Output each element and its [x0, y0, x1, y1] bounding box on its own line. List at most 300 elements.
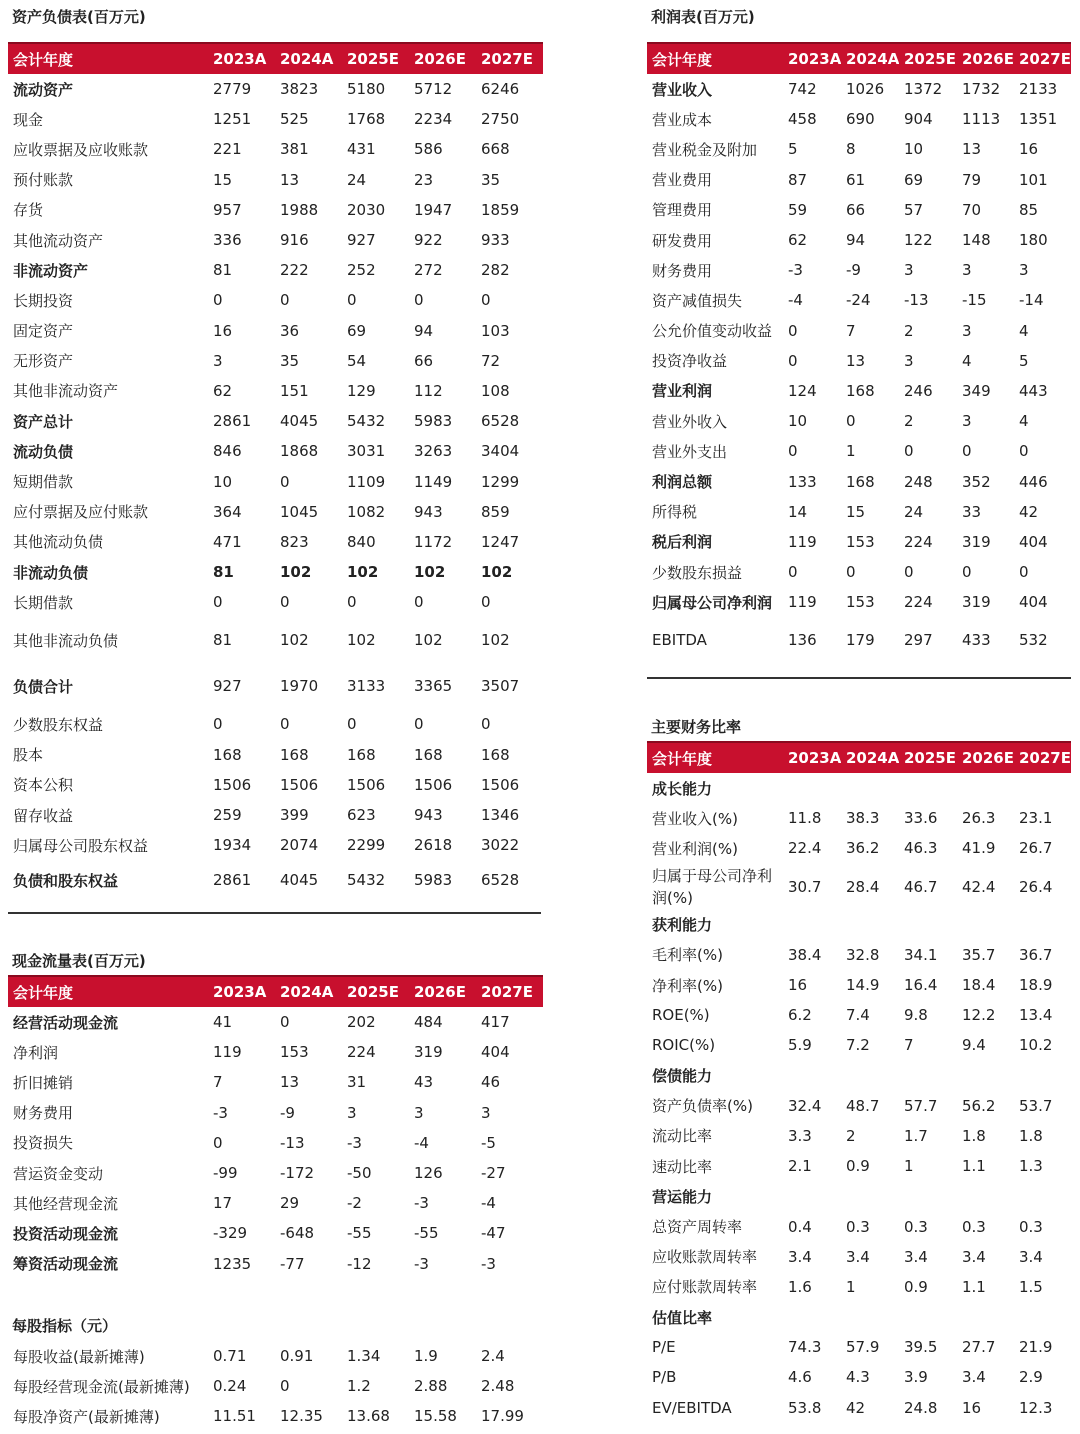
row-value: 15.58 — [414, 1407, 457, 1426]
row-value: 4.6 — [788, 1368, 812, 1387]
header-row — [647, 742, 1071, 773]
header-cell-year: 2027E — [476, 43, 543, 74]
row-value: 119 — [788, 593, 817, 612]
row-value: 916 — [280, 231, 309, 250]
row-value: 13 — [846, 351, 866, 370]
row-value: 46.3 — [904, 839, 938, 858]
table-row — [647, 587, 1071, 617]
table-row — [8, 740, 543, 770]
row-label: 财务费用 — [13, 1104, 74, 1123]
row-value: 943 — [414, 806, 443, 825]
row-value: 3 — [962, 412, 972, 431]
row-value: 2618 — [414, 836, 453, 855]
table-row — [647, 165, 1071, 195]
row-value: 102 — [414, 563, 446, 582]
row-value: 1506 — [481, 775, 520, 794]
row-value: 124 — [788, 381, 817, 400]
row-value: 1113 — [962, 110, 1001, 129]
row-label: P/E — [652, 1338, 676, 1357]
row-value: 4.3 — [846, 1368, 870, 1387]
row-value: 823 — [280, 532, 309, 551]
row-value: 0 — [213, 291, 223, 310]
cash-flow-table — [8, 975, 543, 1279]
row-value: 404 — [481, 1043, 510, 1062]
row-value: 3404 — [481, 442, 520, 461]
row-value: 126 — [414, 1164, 443, 1183]
row-value — [1014, 773, 1071, 803]
row-value: -13 — [904, 291, 929, 310]
row-value: 12.35 — [280, 1407, 323, 1426]
row-value: 11.51 — [213, 1407, 256, 1426]
row-value: 13.4 — [1019, 1006, 1053, 1025]
row-value: 1.2 — [347, 1377, 371, 1396]
row-value: 0.3 — [904, 1217, 928, 1236]
row-value: 168 — [213, 745, 242, 764]
row-value: 28.4 — [846, 877, 880, 896]
row-value — [899, 1181, 957, 1211]
table-row — [647, 1362, 1071, 1392]
header-row — [647, 43, 1071, 74]
row-value: 0 — [846, 563, 856, 582]
table-row — [647, 285, 1071, 315]
row-label: 利润总额 — [652, 473, 713, 492]
row-value: 94 — [846, 231, 866, 250]
header-cell-year: 2026E — [409, 976, 476, 1007]
row-label: 归属于母公司净利润(%) — [652, 866, 773, 907]
row-value: 10.2 — [1019, 1036, 1053, 1055]
row-value: -3 — [347, 1133, 362, 1152]
row-value: 0.3 — [1019, 1217, 1043, 1236]
row-value: 1 — [904, 1157, 914, 1176]
row-value: -50 — [347, 1164, 372, 1183]
row-value — [783, 1302, 841, 1332]
header-cell-year: 2027E — [1014, 742, 1071, 773]
row-value: 81 — [213, 563, 234, 582]
row-value: 6528 — [481, 871, 520, 890]
row-value: 53.7 — [1019, 1096, 1053, 1115]
per-share-table — [8, 1341, 543, 1432]
row-value: 0 — [481, 291, 491, 310]
row-value: 70 — [962, 200, 982, 219]
header-cell-year: 2023A — [783, 43, 841, 74]
row-value: 1768 — [347, 110, 386, 129]
row-value: 3.9 — [904, 1368, 928, 1387]
table-row — [647, 1332, 1071, 1362]
header-cell-year: 2026E — [957, 43, 1014, 74]
row-value: 840 — [347, 532, 376, 551]
row-value: -13 — [280, 1133, 305, 1152]
row-value: 8 — [846, 140, 856, 159]
row-value: -172 — [280, 1164, 315, 1183]
table-row — [8, 225, 543, 255]
row-value: 1.8 — [1019, 1126, 1043, 1145]
row-value: 927 — [347, 231, 376, 250]
row-value — [957, 773, 1014, 803]
row-value: 34.1 — [904, 945, 938, 964]
row-label: 资本公积 — [13, 776, 74, 795]
row-value: 0.24 — [213, 1377, 247, 1396]
row-value: -9 — [846, 261, 861, 280]
row-value: 1 — [846, 442, 856, 461]
header-cell-year: 2024A — [841, 742, 899, 773]
row-value: 471 — [213, 532, 242, 551]
row-value: -4 — [481, 1194, 496, 1213]
row-value: 102 — [481, 631, 510, 650]
row-value: -47 — [481, 1224, 506, 1243]
row-value: -9 — [280, 1103, 295, 1122]
table-row — [647, 104, 1071, 134]
row-value: 3507 — [481, 677, 520, 696]
row-value: 5712 — [414, 80, 453, 99]
row-value: 1346 — [481, 806, 520, 825]
row-value: 11.8 — [788, 809, 822, 828]
row-value: -5 — [481, 1133, 496, 1152]
row-value: -3 — [481, 1254, 496, 1273]
row-value: 1506 — [347, 775, 386, 794]
row-value: 2133 — [1019, 80, 1058, 99]
table-row — [647, 195, 1071, 225]
row-value: 22.4 — [788, 839, 822, 858]
row-value: 7 — [213, 1073, 223, 1092]
table-row — [8, 1067, 543, 1097]
row-value: 859 — [481, 502, 510, 521]
row-value: 2.48 — [481, 1377, 515, 1396]
row-value: 742 — [788, 80, 817, 99]
row-value: 112 — [414, 381, 443, 400]
table-row — [647, 406, 1071, 436]
row-label: 固定资产 — [13, 322, 74, 341]
row-value: 5983 — [414, 412, 453, 431]
row-value: 904 — [904, 110, 933, 129]
row-label: EV/EBITDA — [652, 1398, 732, 1417]
row-value: 690 — [846, 110, 875, 129]
row-value: 87 — [788, 170, 808, 189]
row-value: 12.2 — [962, 1006, 996, 1025]
row-label: 负债合计 — [13, 677, 74, 696]
row-value: 26.3 — [962, 809, 996, 828]
row-value: 0 — [213, 593, 223, 612]
row-label: 预付账款 — [13, 171, 74, 190]
row-value: 3.3 — [788, 1126, 812, 1145]
row-value: 0.91 — [280, 1347, 314, 1366]
row-value: 33 — [962, 502, 982, 521]
row-label: 应付票据及应付账款 — [13, 503, 149, 522]
row-value: 3365 — [414, 677, 453, 696]
table-row — [8, 195, 543, 225]
row-value: 5 — [788, 140, 798, 159]
row-value: 3 — [962, 261, 972, 280]
row-value: 1970 — [280, 677, 319, 696]
row-value: -4 — [788, 291, 803, 310]
row-value: 3.4 — [1019, 1247, 1043, 1266]
row-label: 少数股东权益 — [13, 715, 104, 734]
row-value: 2 — [904, 321, 914, 340]
row-label: 估值比率 — [652, 1308, 713, 1327]
row-value — [957, 910, 1014, 940]
row-label: 其他非流动资产 — [13, 382, 119, 401]
row-value: 9.8 — [904, 1006, 928, 1025]
row-value: 7.2 — [846, 1036, 870, 1055]
row-value: 1235 — [213, 1254, 252, 1273]
row-value: 101 — [1019, 170, 1048, 189]
row-value: 5432 — [347, 412, 386, 431]
row-value: 1934 — [213, 836, 252, 855]
row-value: 2074 — [280, 836, 319, 855]
row-value: 57.9 — [846, 1338, 880, 1357]
table-row — [647, 1393, 1071, 1423]
row-value: 0 — [414, 291, 424, 310]
row-value: 297 — [904, 631, 933, 650]
row-value: 1.6 — [788, 1277, 812, 1296]
row-value: -12 — [347, 1254, 372, 1273]
table-row — [8, 709, 543, 739]
row-value: 10 — [213, 472, 233, 491]
row-value: 14.9 — [846, 976, 880, 995]
row-value: 0 — [414, 593, 424, 612]
row-value: 41 — [213, 1013, 233, 1032]
row-value: 16 — [1019, 140, 1039, 159]
row-label: 公允价值变动收益 — [652, 322, 773, 341]
row-value: 381 — [280, 140, 309, 159]
row-label: 毛利率(%) — [652, 946, 723, 965]
row-value: 3022 — [481, 836, 520, 855]
row-label: 非流动资产 — [13, 261, 89, 280]
row-value: 5.9 — [788, 1036, 812, 1055]
table-row — [8, 830, 543, 860]
row-value: 1506 — [280, 775, 319, 794]
row-label: 流动比率 — [652, 1127, 713, 1146]
row-value: 336 — [213, 231, 242, 250]
row-value — [899, 1302, 957, 1332]
row-value: 4 — [962, 351, 972, 370]
row-value: 5432 — [347, 871, 386, 890]
row-value: 36.2 — [846, 839, 880, 858]
row-label: 长期借款 — [13, 593, 74, 612]
table-row — [8, 770, 543, 800]
row-value: 32.4 — [788, 1096, 822, 1115]
table-row — [8, 1249, 543, 1279]
row-value: 3 — [414, 1103, 424, 1122]
row-value: -55 — [347, 1224, 372, 1243]
row-value: 417 — [481, 1013, 510, 1032]
row-value: 224 — [347, 1043, 376, 1062]
table-row — [647, 225, 1071, 255]
row-value: 66 — [846, 200, 866, 219]
row-value: -2 — [347, 1194, 362, 1213]
row-value: 248 — [904, 472, 933, 491]
table-row — [8, 1371, 543, 1401]
header-cell-year: 2026E — [957, 742, 1014, 773]
row-label: 筹资活动现金流 — [13, 1255, 119, 1274]
table-row — [647, 316, 1071, 346]
row-label: 归属母公司股东权益 — [13, 836, 149, 855]
row-value: 35 — [280, 351, 300, 370]
table-row — [8, 316, 543, 346]
row-value: 62 — [213, 381, 233, 400]
row-value: 30.7 — [788, 877, 822, 896]
row-value: 586 — [414, 140, 443, 159]
row-value: 927 — [213, 677, 242, 696]
row-value: 26.7 — [1019, 839, 1053, 858]
row-value: 57.7 — [904, 1096, 938, 1115]
row-label: 每股收益(最新摊薄) — [13, 1347, 145, 1366]
table-row — [647, 940, 1071, 970]
row-label: EBITDA — [652, 631, 707, 650]
row-value: 2.9 — [1019, 1368, 1043, 1387]
table-row — [8, 376, 543, 406]
row-label: 资产总计 — [13, 412, 74, 431]
row-label: 所得税 — [652, 503, 698, 522]
table-row — [8, 1188, 543, 1218]
row-value: 13 — [280, 170, 300, 189]
row-value: 0 — [788, 442, 798, 461]
row-value: 957 — [213, 200, 242, 219]
row-value: 431 — [347, 140, 376, 159]
row-value: 23.1 — [1019, 809, 1053, 828]
row-value: 6246 — [481, 80, 520, 99]
row-value: 319 — [962, 532, 991, 551]
income-statement-title: 利润表(百万元) — [651, 8, 755, 26]
row-label: 资产负债率(%) — [652, 1097, 753, 1116]
ratios-title: 主要财务比率 — [651, 718, 742, 736]
row-value: 103 — [481, 321, 510, 340]
header-cell-label: 会计年度 — [8, 43, 208, 74]
row-value: 1372 — [904, 80, 943, 99]
row-value: 933 — [481, 231, 510, 250]
row-value: 668 — [481, 140, 510, 159]
row-value: 0 — [481, 593, 491, 612]
table-row — [8, 74, 543, 104]
row-value: 0 — [788, 321, 798, 340]
row-value: 13 — [962, 140, 982, 159]
row-value: 151 — [280, 381, 309, 400]
row-value: 349 — [962, 381, 991, 400]
row-value: 224 — [904, 532, 933, 551]
row-value: 168 — [414, 745, 443, 764]
row-value: 943 — [414, 502, 443, 521]
row-value: -77 — [280, 1254, 305, 1273]
row-value: 3.4 — [962, 1247, 986, 1266]
header-cell-year: 2025E — [342, 43, 409, 74]
income-statement-bottom-rule — [647, 677, 1071, 679]
header-row — [8, 43, 543, 74]
table-row — [647, 134, 1071, 164]
row-value: 446 — [1019, 472, 1048, 491]
row-value: 1299 — [481, 472, 520, 491]
row-label: 每股经营现金流(最新摊薄) — [13, 1377, 190, 1396]
table-row — [647, 1302, 1071, 1332]
header-cell-year: 2023A — [208, 976, 275, 1007]
row-value: -3 — [213, 1103, 228, 1122]
row-value: 1506 — [414, 775, 453, 794]
row-value: 2.1 — [788, 1157, 812, 1176]
row-value: 6528 — [481, 412, 520, 431]
row-value: 168 — [846, 381, 875, 400]
row-value: -27 — [481, 1164, 506, 1183]
row-value: 33.6 — [904, 809, 938, 828]
row-value: 46 — [481, 1073, 501, 1092]
row-value: 6.2 — [788, 1006, 812, 1025]
header-cell-year: 2025E — [342, 976, 409, 1007]
row-value — [899, 1061, 957, 1091]
header-cell-label: 会计年度 — [647, 43, 783, 74]
header-cell-year: 2025E — [899, 43, 957, 74]
row-value: 458 — [788, 110, 817, 129]
row-label: 营运能力 — [652, 1187, 713, 1206]
row-value: -3 — [414, 1254, 429, 1273]
row-label: 存货 — [13, 201, 44, 220]
row-value: 16 — [962, 1398, 982, 1417]
row-value: 39.5 — [904, 1338, 938, 1357]
row-value: 3263 — [414, 442, 453, 461]
table-row — [8, 1218, 543, 1248]
table-row — [647, 527, 1071, 557]
table-row — [8, 1158, 543, 1188]
row-value: 42 — [846, 1398, 866, 1417]
row-label: 投资活动现金流 — [13, 1224, 119, 1243]
row-value: 136 — [788, 631, 817, 650]
table-row — [8, 406, 543, 436]
table-row — [8, 1401, 543, 1431]
row-value: 1.3 — [1019, 1157, 1043, 1176]
row-value: 29 — [280, 1194, 300, 1213]
row-label: 成长能力 — [652, 779, 713, 798]
row-value: 59 — [788, 200, 808, 219]
row-label: 应收账款周转率 — [652, 1248, 758, 1267]
table-row — [647, 255, 1071, 285]
row-value: 0 — [904, 442, 914, 461]
header-cell-year: 2027E — [1014, 43, 1071, 74]
row-value: -3 — [788, 261, 803, 280]
row-label: 负债和股东权益 — [13, 871, 119, 890]
row-value: 35 — [481, 170, 501, 189]
row-value: 26.4 — [1019, 877, 1053, 896]
row-value: 2299 — [347, 836, 386, 855]
row-value: 0 — [213, 715, 223, 734]
balance-sheet-title: 资产负债表(百万元) — [12, 8, 146, 26]
row-value: 0 — [280, 593, 290, 612]
row-value: 81 — [213, 261, 233, 280]
row-value: 1026 — [846, 80, 885, 99]
row-value: 0.4 — [788, 1217, 812, 1236]
row-value: -3 — [414, 1194, 429, 1213]
row-value: 122 — [904, 231, 933, 250]
row-label: 其他流动资产 — [13, 231, 104, 250]
row-value: 1947 — [414, 200, 453, 219]
row-value: 484 — [414, 1013, 443, 1032]
row-value: 2 — [846, 1126, 856, 1145]
row-value — [957, 1302, 1014, 1332]
row-value: -99 — [213, 1164, 238, 1183]
row-value — [783, 910, 841, 940]
row-label: 税后利润 — [652, 533, 713, 552]
row-value: 42.4 — [962, 877, 996, 896]
row-label: 现金 — [13, 110, 44, 129]
row-value: 246 — [904, 381, 933, 400]
row-value: 1.7 — [904, 1126, 928, 1145]
row-value: 66 — [414, 351, 434, 370]
row-value: 3 — [481, 1103, 491, 1122]
row-label: 速动比率 — [652, 1157, 713, 1176]
table-row — [647, 1242, 1071, 1272]
cash-flow-title: 现金流量表(百万元) — [12, 952, 146, 970]
row-value: 1.8 — [962, 1126, 986, 1145]
row-value: 0 — [481, 715, 491, 734]
table-row — [647, 1121, 1071, 1151]
row-value: 1 — [846, 1277, 856, 1296]
row-value: 15 — [846, 502, 866, 521]
row-value: 12.3 — [1019, 1398, 1053, 1417]
